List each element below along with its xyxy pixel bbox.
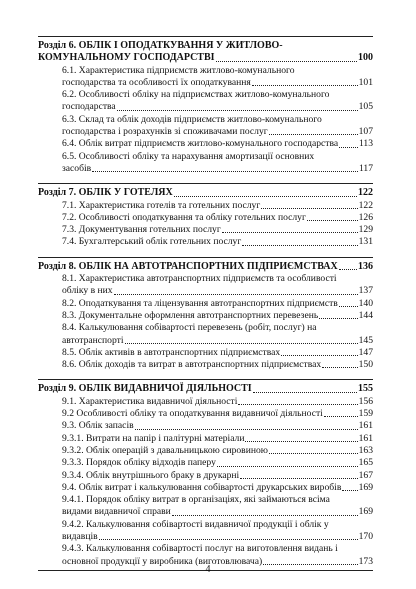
toc-entry-9-3-1: 9.3.1. Витрати на папір і палітурні матеріали 161 — [62, 432, 373, 444]
toc-entry-7-1: 7.1. Характеристика готелів та готельних послуг 122 — [62, 199, 373, 211]
leader-dots — [217, 466, 358, 467]
page-ref: 155 — [358, 383, 373, 395]
page-ref: 101 — [358, 76, 373, 88]
leader-dots — [117, 110, 358, 111]
leader-dots — [269, 453, 358, 454]
page-ref: 129 — [358, 224, 373, 236]
toc-entry-8-4: автотранспорті 145 — [62, 334, 373, 346]
leader-dots — [253, 392, 357, 393]
page-ref: 169 — [358, 506, 373, 518]
toc-entry-9-2: 9.2 Особливості обліку та оподаткування видавничої діяльності 159 — [62, 408, 373, 420]
leader-dots — [269, 134, 358, 135]
section-title-line1: Розділ 6. ОБЛІК І ОПОДАТКУВАННЯ У ЖИТЛОВО- — [38, 40, 283, 51]
page-ref: 122 — [358, 187, 373, 199]
toc-entry-9-3-2: 9.3.2. Облік операцій з давальницькою сировиною 163 — [62, 444, 373, 456]
page-ref: 144 — [358, 309, 373, 321]
leader-dots — [339, 306, 358, 307]
toc-entry-8-1-line1: 8.1. Характеристика автотранспортних підприємств та особливості — [62, 273, 337, 285]
toc-entry-6-2: господарства 105 — [62, 101, 373, 113]
page-ref: 156 — [358, 395, 373, 407]
section-heading — [38, 40, 373, 52]
leader-dots — [238, 404, 357, 405]
toc-entry-9-1: 9.1. Характеристика видавничої діяльності 156 — [62, 395, 373, 407]
section-title: Розділ 9. ОБЛІК ВИДАВНИЧОЇ ДІЯЛЬНОСТІ — [38, 383, 252, 395]
toc-entry-9-4-1-line1: 9.4.1. Порядок обліку витрат в організаціях, які займаються всіма — [62, 494, 330, 506]
toc-entry-8-4-line1: 8.4. Калькулювання собівартості перевезень (робіт, послуг) на — [62, 322, 317, 334]
toc-entry-6-1-line1: 6.1. Характеристика підприємств житлово-комунального — [62, 64, 295, 76]
toc-entry-9-4: 9.4. Облік витрат і калькулювання собівартості друкарських виробів 169 — [62, 481, 373, 493]
page-ref: 100 — [358, 52, 373, 64]
page-ref: 117 — [358, 162, 373, 174]
page-ref: 163 — [358, 444, 373, 456]
toc-entry-9-4-1: видами видавничої справи 169 — [62, 506, 373, 518]
toc-entry-6-1: господарства та особливості їх оподаткування 101 — [62, 76, 373, 88]
toc-entry-9-4-3: основної продукції у виробника (виготовлювача) 173 — [62, 555, 373, 567]
leader-dots — [245, 441, 357, 442]
leader-dots — [172, 515, 358, 516]
toc-entry-8-5: 8.5. Облік активів в автотранспортних підприємствах 147 — [62, 346, 373, 358]
toc-entry-6-3-line1: 6.3. Склад та облік доходів підприємств житлово-комунального — [62, 113, 322, 125]
toc-entry-8-3: 8.3. Документальне оформлення автотранспортних перевезень 144 — [62, 309, 373, 321]
page-ref: 131 — [358, 236, 373, 248]
toc-entry-6-5: засобів 117 — [62, 162, 373, 174]
toc-section-7 — [38, 183, 373, 248]
page-ref: 161 — [358, 432, 373, 444]
page-ref: 113 — [358, 138, 373, 150]
leader-dots — [242, 245, 357, 246]
leader-dots — [174, 196, 357, 197]
leader-dots — [99, 539, 358, 540]
toc-entry-9-4-2: видавців 170 — [62, 530, 373, 542]
leader-dots — [92, 171, 358, 172]
toc-entry-7-4: 7.4. Бухгалтерський облік готельних послуг 131 — [62, 236, 373, 248]
section-title: Розділ 7. ОБЛІК У ГОТЕЛЯХ — [38, 187, 173, 199]
section-title: Розділ 8. ОБЛІК НА АВТОТРАНСПОРТНИХ ПІДПРИЄМСТВАХ — [38, 260, 338, 272]
page-ref: 173 — [358, 555, 373, 567]
page-ref: 169 — [358, 481, 373, 493]
leader-dots — [281, 355, 357, 356]
page-ref: 137 — [358, 285, 373, 297]
toc-section-6 — [38, 36, 373, 175]
leader-dots — [324, 416, 358, 417]
toc-entry-6-2-line1: 6.2. Особливості обліку на підприємствах житлово-комунального — [62, 89, 330, 101]
leader-dots — [125, 343, 358, 344]
toc-entry-9-4-2-line1: 9.4.2. Калькулювання собівартості видавничої продукції і облік у — [62, 518, 329, 530]
toc-entry-9-3-3: 9.3.3. Порядок обліку відходів паперу 165 — [62, 457, 373, 469]
page-ref: 140 — [358, 297, 373, 309]
toc-entry-9-4-3-line1: 9.4.3. Калькулювання собівартості послуг на виготовлення видань і — [62, 543, 338, 555]
toc-section-8 — [38, 257, 373, 372]
page-ref: 147 — [358, 346, 373, 358]
leader-dots — [319, 318, 357, 319]
section-heading — [38, 261, 373, 273]
leader-dots — [252, 85, 358, 86]
section-heading — [38, 187, 373, 199]
page-ref: 126 — [358, 211, 373, 223]
section-title-line2: КОМУНАЛЬНОМУ ГОСПОДАРСТВІ — [38, 52, 215, 64]
table-of-contents — [38, 36, 373, 579]
toc-entry-6-5-line1: 6.5. Особливості обліку та нарахування амортизації основних — [62, 150, 315, 162]
page-ref: 105 — [358, 101, 373, 113]
page-ref: 161 — [358, 420, 373, 432]
leader-dots — [322, 367, 357, 368]
page-ref: 150 — [358, 359, 373, 371]
leader-dots — [261, 208, 357, 209]
leader-dots — [339, 269, 357, 270]
leader-dots — [339, 147, 358, 148]
leader-dots — [342, 490, 357, 491]
section-heading-cont — [38, 52, 373, 64]
page-ref: 165 — [358, 457, 373, 469]
toc-entry-9-3: 9.3. Облік запасів 161 — [62, 420, 373, 432]
leader-dots — [135, 429, 358, 430]
page-ref: 170 — [358, 530, 373, 542]
leader-dots — [307, 220, 358, 221]
page-ref: 145 — [358, 334, 373, 346]
leader-dots — [216, 61, 357, 62]
toc-entry-6-4: 6.4. Облік витрат підприємств житлово-комунального господарства 113 — [62, 138, 373, 150]
page-ref: 122 — [358, 199, 373, 211]
leader-dots — [222, 232, 358, 233]
toc-entry-6-3: господарства і розрахунків зі споживачами послуг 107 — [62, 126, 373, 138]
section-heading — [38, 383, 373, 395]
toc-entry-9-3-4: 9.3.4. Облік внутрішнього браку в друкарні 167 — [62, 469, 373, 481]
page-ref: 107 — [358, 126, 373, 138]
leader-dots — [114, 294, 358, 295]
toc-entry-8-2: 8.2. Оподаткування та ліцензування автотранспортних підприємств 140 — [62, 297, 373, 309]
toc-section-9 — [38, 379, 373, 570]
page-ref: 159 — [358, 408, 373, 420]
toc-entry-7-3: 7.3. Документування готельних послуг 129 — [62, 224, 373, 236]
leader-dots — [240, 478, 357, 479]
page-ref: 167 — [358, 469, 373, 481]
toc-entry-8-1: обліку в них 137 — [62, 285, 373, 297]
toc-entry-8-6: 8.6. Облік доходів та витрат в автотранспортних підприємствах 150 — [62, 359, 373, 371]
page-ref: 136 — [358, 260, 373, 272]
page-number: 4 — [205, 564, 211, 575]
toc-entry-7-2: 7.2. Особливості оподаткування та обліку готельних послуг 126 — [62, 211, 373, 223]
